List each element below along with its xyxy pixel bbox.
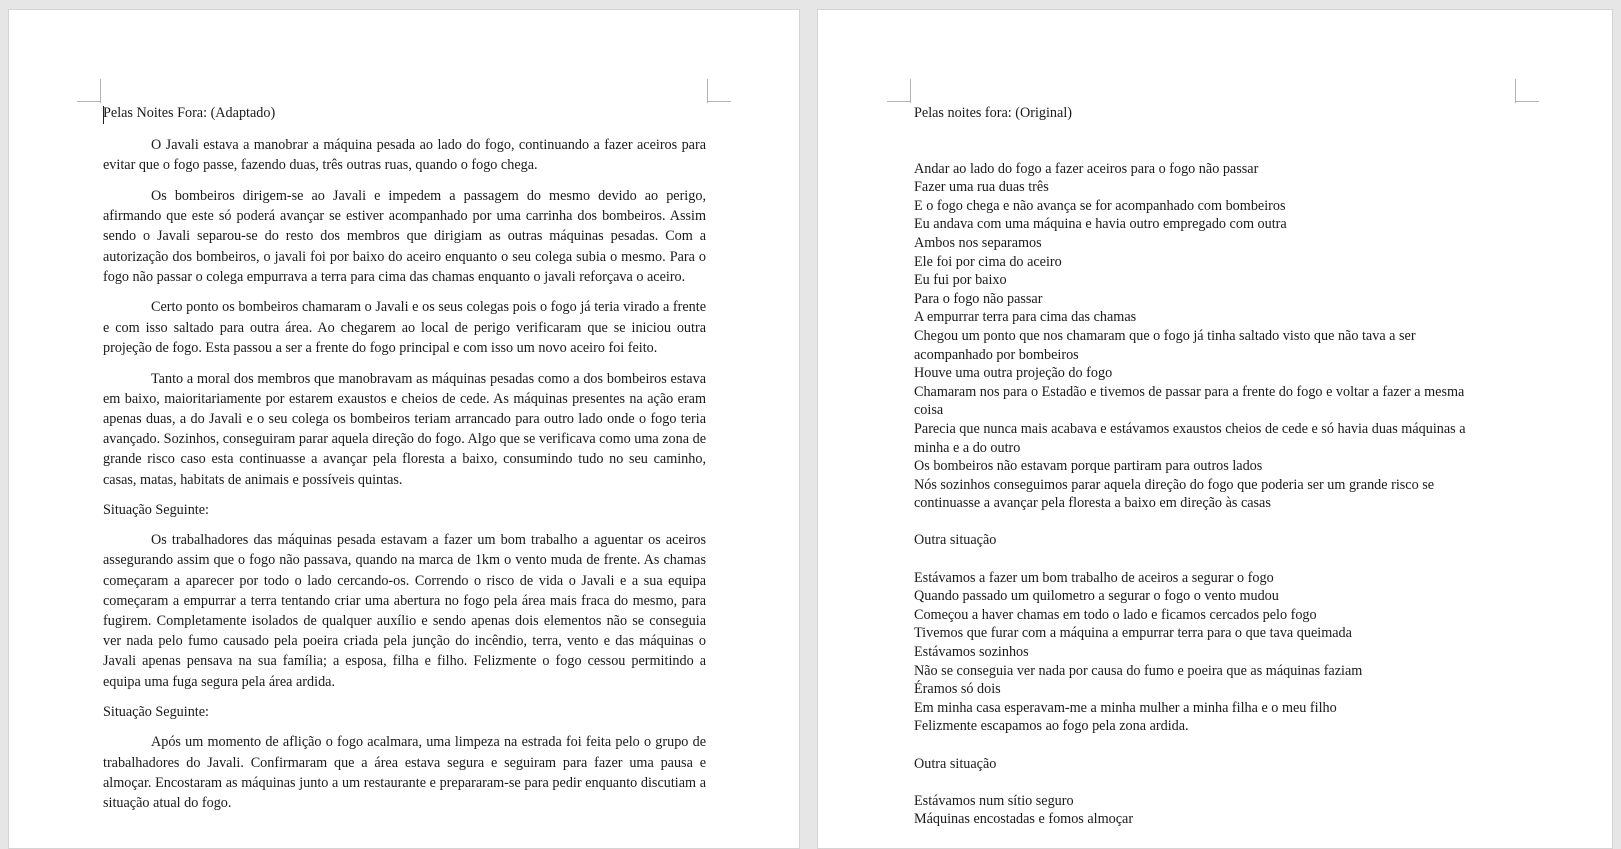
paragraph: Os bombeiros dirigem-se ao Javali e impedem a passagem do mesmo devido ao perigo, afirmando que este só poderá avançar se estiver acompanhado por uma carrinha dos bombeiros. Assim sendo o Javali separou-se do resto dos membros que dirigiam as outras máquinas pesadas. Com a autorização dos bombeiros, o javali foi por baixo do aceiro enquanto o seu colega subia o mesmo. Para o fogo não passar o colega empurrava a terra para cima das chamas enquanto o javali reforçava o aceiro.	[103, 187, 706, 285]
paragraph: Tanto a moral dos membros que manobravam as máquinas pesadas como a dos bombeiros estava em baixo, maioritariamente por estarem exaustos e cheios de cede. As máquinas presentes na ação eram apenas duas, a do Javali e o seu colega os bombeiros teriam arrancado para outro lado onde o fogo teria avançado. Sozinhos, conseguiram parar aquela direção do fogo. Algo que se verificava como uma zona de grande risco caso esta continuasse a avançar pela floresta a baixo, consumindo tudo no seu caminho, casas, matas, habitats de animais e possíveis quintas.	[103, 370, 706, 488]
text-line: Não se conseguia ver nada por causa do fumo e poeira que as máquinas faziam	[914, 662, 1363, 679]
document-body[interactable]	[103, 103, 706, 824]
paragraph: O Javali estava a manobrar a máquina pesada ao lado do fogo, continuando a fazer aceiros para evitar que o fogo passe, fazendo duas, três outras ruas, quando o fogo chega.	[103, 137, 706, 174]
crop-mark	[707, 101, 731, 102]
paragraph: Após um momento de aflição o fogo acalmara, uma limpeza na estrada foi feita pelo o grupo de trabalhadores do Javali. Confirmaram que a área estava segura e seguiram para fazer uma pausa e almoçar. Encostaram as máquinas junto a um restaurante e prepararam-se para pedir enquanto discutiam a situação atual do fogo.	[103, 734, 706, 811]
text-line: Andar ao lado do fogo a fazer aceiros para o fogo não passar	[914, 160, 1259, 177]
text-line: acompanhado por bombeiros	[914, 346, 1079, 363]
text-line: Para o fogo não passar	[914, 290, 1043, 307]
text-line: Quando passado um quilometro a segurar o fogo o vento mudou	[914, 588, 1279, 605]
text-line: A empurrar terra para cima das chamas	[914, 309, 1137, 326]
crop-mark	[1515, 101, 1539, 102]
paragraph: Os trabalhadores das máquinas pesada estavam a fazer um bom trabalho a aguentar os aceiros assegurando assim que o fogo não passava, quando na marca de 1km o vento muda de frente. As chamas começaram a aparecer por todo o lado cercando-os. Correndo o risco de vida o Javali e a sua equipa começaram a empurrar a terra tentando criar uma abertura no fogo pela área mais fraca do mesmo, para fugirem. Completamente isolados de qualquer auxílio e sendo apenas dois elementos não se conseguia ver nada pelo fumo causado pela poeira criada pela junção do incêndio, terra, vento e das máquinas o Javali apenas pensava na sua família; a esposa, filha e filho. Felizmente o fogo cessou permitindo a equipa uma fuga segura pela área ardida.	[103, 532, 706, 690]
text-line: E o fogo chega e não avança se for acompanhado com bombeiros	[914, 197, 1286, 214]
text-line: Estávamos sozinhos	[914, 644, 1029, 661]
text-line: Ele foi por cima do aceiro	[914, 253, 1062, 270]
blank-line	[914, 736, 1494, 755]
text-line: Estávamos a fazer um bom trabalho de aceiros a segurar o fogo	[914, 569, 1274, 586]
text-line: minha e a do outro	[914, 439, 1021, 456]
crop-mark	[707, 79, 708, 103]
text-line: Máquinas encostadas e fomos almoçar	[914, 811, 1134, 828]
text-line: Eu andava com uma máquina e havia outro empregado com outra	[914, 216, 1287, 233]
text-line: continuasse a avançar pela floresta a baixo em direção às casas	[914, 495, 1271, 512]
blank-line	[914, 550, 1494, 569]
text-line: Começou a haver chamas em todo o lado e ficamos cercados pelo fogo	[914, 606, 1317, 623]
crop-mark	[910, 79, 911, 103]
text-line: Parecia que nunca mais acabava e estávamos exaustos cheios de cede e só havia duas máquinas a	[914, 420, 1466, 437]
crop-mark	[77, 101, 101, 102]
crop-mark	[100, 79, 101, 103]
crop-mark	[887, 101, 911, 102]
text-line: Nós sozinhos conseguimos parar aquela direção do fogo que poderia ser um grande risco se	[914, 476, 1435, 493]
text-line: coisa	[914, 402, 944, 419]
text-line: Felizmente escapamos ao fogo pela zona ardida.	[914, 718, 1189, 735]
blank-line	[914, 513, 1494, 532]
text-line: Estávamos num sítio seguro	[914, 792, 1074, 809]
text-line: Ambos nos separamos	[914, 234, 1042, 251]
document-page-left	[8, 9, 800, 849]
text-line: Tivemos que furar com a máquina a empurrar terra para o que tava queimada	[914, 625, 1352, 642]
blank-line	[914, 141, 1494, 160]
text-line: Fazer uma rua duas três	[914, 179, 1049, 196]
document-page-right	[817, 9, 1613, 849]
text-line: Éramos só dois	[914, 681, 1001, 698]
section-heading: Situação Seguinte:	[103, 502, 209, 519]
text-line: Em minha casa esperavam-me a minha mulher a minha filha e o meu filho	[914, 699, 1337, 716]
crop-mark	[1515, 79, 1516, 103]
text-line: Os bombeiros não estavam porque partiram para outros lados	[914, 458, 1263, 475]
text-line: Chamaram nos para o Estadão e tivemos de passar para a frente do fogo e voltar a fazer a mesma	[914, 383, 1465, 400]
section-heading: Outra situação	[914, 755, 997, 772]
text-line: Houve uma outra projeção do fogo	[914, 365, 1113, 382]
document-title: Pelas noites fora: (Original)	[914, 105, 1072, 121]
blank-line	[914, 773, 1494, 792]
document-body[interactable]	[914, 103, 1494, 829]
document-title: Pelas Noites Fora: (Adaptado)	[103, 105, 276, 121]
text-line: Eu fui por baixo	[914, 272, 1007, 289]
paragraph: Certo ponto os bombeiros chamaram o Javali e os seus colegas pois o fogo já teria virado a frente e com isso saltado para outra área. Ao chegarem ao local de perigo verificaram que se iniciou outra projeção de fogo. Esta passou a ser a frente do fogo principal e com isso um novo aceiro foi feito.	[103, 299, 706, 356]
section-heading: Situação Seguinte:	[103, 704, 209, 721]
section-heading: Outra situação	[914, 532, 997, 549]
text-line: Chegou um ponto que nos chamaram que o fogo já tinha saltado visto que não tava a ser	[914, 327, 1416, 344]
